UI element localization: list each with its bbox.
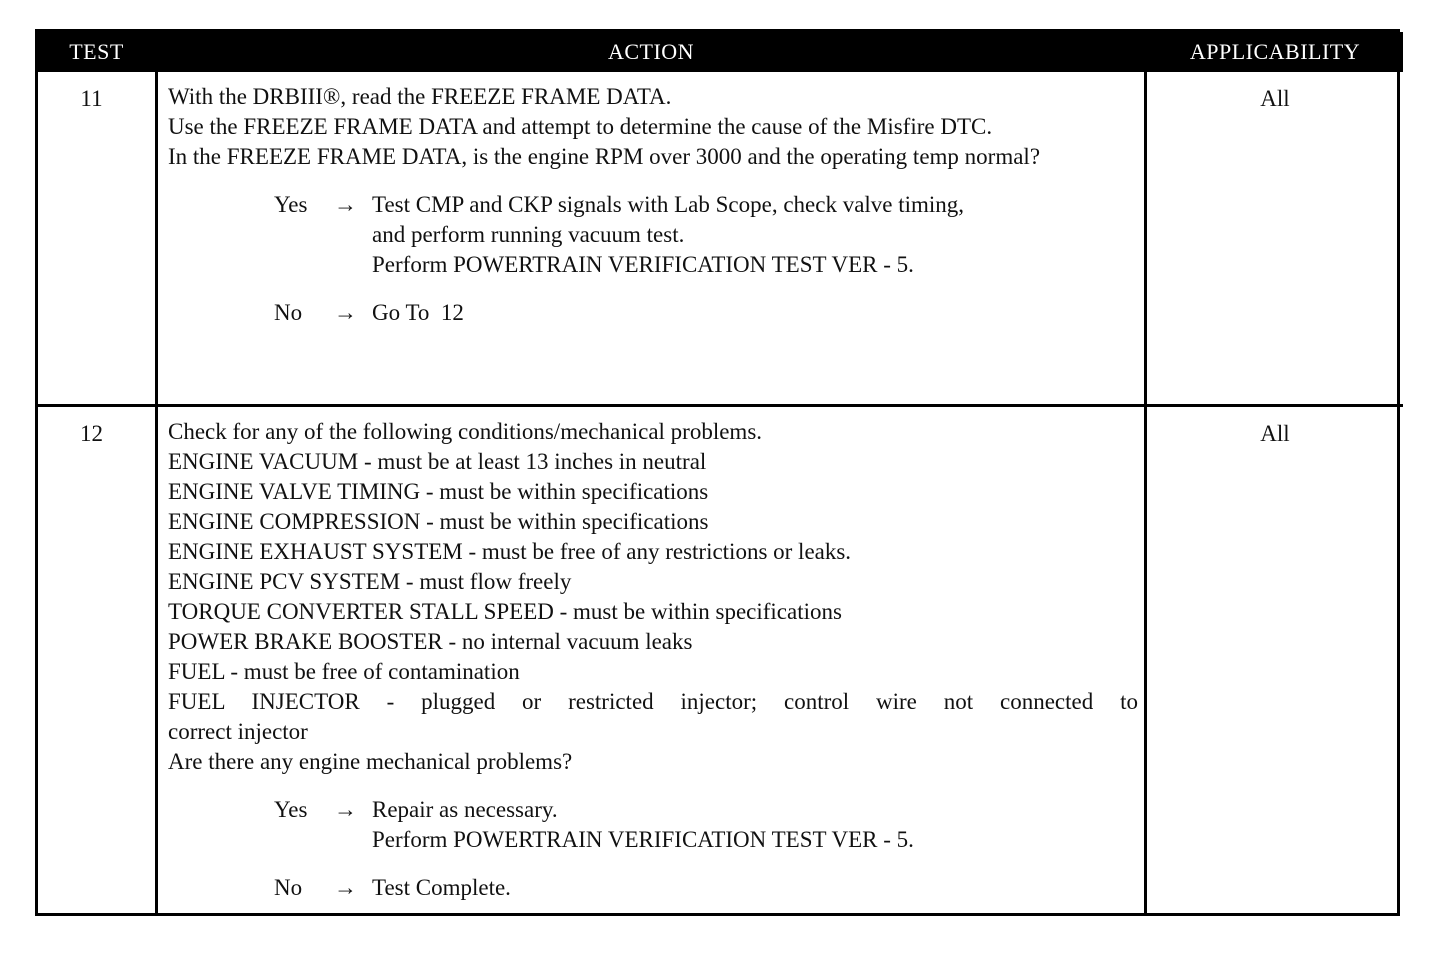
test-number-12: 12: [38, 404, 158, 913]
yes-label: Yes: [274, 797, 308, 822]
right-arrow-icon: →: [334, 797, 357, 822]
outcome-yes: [274, 190, 1138, 280]
outcomes: [168, 795, 1138, 903]
action-line: TORQUE CONVERTER STALL SPEED - must be within specifications: [168, 599, 842, 624]
action-line: ENGINE PCV SYSTEM - must flow freely: [168, 569, 572, 594]
action-cell-12: [158, 404, 1147, 913]
applicability-11: All: [1260, 86, 1290, 111]
action-line: In the FREEZE FRAME DATA, is the engine RPM over 3000 and the operating temp normal?: [168, 144, 1041, 169]
result-line: Perform POWERTRAIN VERIFICATION TEST VER - 5.: [372, 252, 914, 277]
result-line: Test CMP and CKP signals with Lab Scope, check valve timing,: [372, 192, 965, 217]
action-line: With the DRBIII®, read the FREEZE FRAME DATA.: [168, 84, 672, 109]
outcomes: [168, 190, 1138, 328]
action-text: [168, 417, 1138, 777]
right-arrow-icon: →: [334, 192, 357, 217]
header-applicability: APPLICABILITY: [1147, 32, 1403, 72]
action-line: Are there any engine mechanical problems?: [168, 749, 573, 774]
yes-result: [372, 795, 1138, 855]
right-arrow-icon: →: [334, 875, 357, 900]
no-label: No: [274, 875, 303, 900]
outcome-yes: [274, 795, 1138, 855]
action-line: Use the FREEZE FRAME DATA and attempt to determine the cause of the Misfire DTC.: [168, 114, 993, 139]
no-result: Test Complete.: [372, 875, 511, 900]
yes-result: [372, 190, 1138, 280]
action-line: ENGINE EXHAUST SYSTEM - must be free of any restrictions or leaks.: [168, 539, 852, 564]
result-line: Repair as necessary.: [372, 797, 558, 822]
action-line: ENGINE VALVE TIMING - must be within specifications: [168, 479, 709, 504]
action-line: FUEL - must be free of contamination: [168, 659, 520, 684]
action-text: [168, 82, 1138, 172]
action-cell-11: [158, 72, 1147, 404]
header-test: TEST: [38, 32, 158, 72]
header-action: ACTION: [158, 32, 1147, 72]
diagnostic-test-table: [35, 29, 1400, 916]
action-line: correct injector: [168, 719, 308, 744]
action-line: ENGINE COMPRESSION - must be within specifications: [168, 509, 709, 534]
action-line: ENGINE VACUUM - must be at least 13 inches in neutral: [168, 449, 707, 474]
applicability-12: All: [1147, 404, 1403, 913]
result-line: and perform running vacuum test.: [372, 222, 685, 247]
no-result: Go To 12: [372, 300, 464, 325]
action-line: FUEL INJECTOR - plugged or restricted injector; control wire not connected to: [168, 689, 1138, 714]
action-line: POWER BRAKE BOOSTER - no internal vacuum leaks: [168, 629, 693, 654]
result-line: Perform POWERTRAIN VERIFICATION TEST VER - 5.: [372, 827, 914, 852]
right-arrow-icon: →: [334, 300, 357, 325]
no-label: No: [274, 300, 303, 325]
outcome-no: [274, 873, 1138, 903]
yes-label: Yes: [274, 192, 308, 217]
outcome-no: [274, 298, 1138, 328]
action-line: Check for any of the following conditions/mechanical problems.: [168, 419, 763, 444]
test-number-11: 11: [38, 72, 158, 404]
